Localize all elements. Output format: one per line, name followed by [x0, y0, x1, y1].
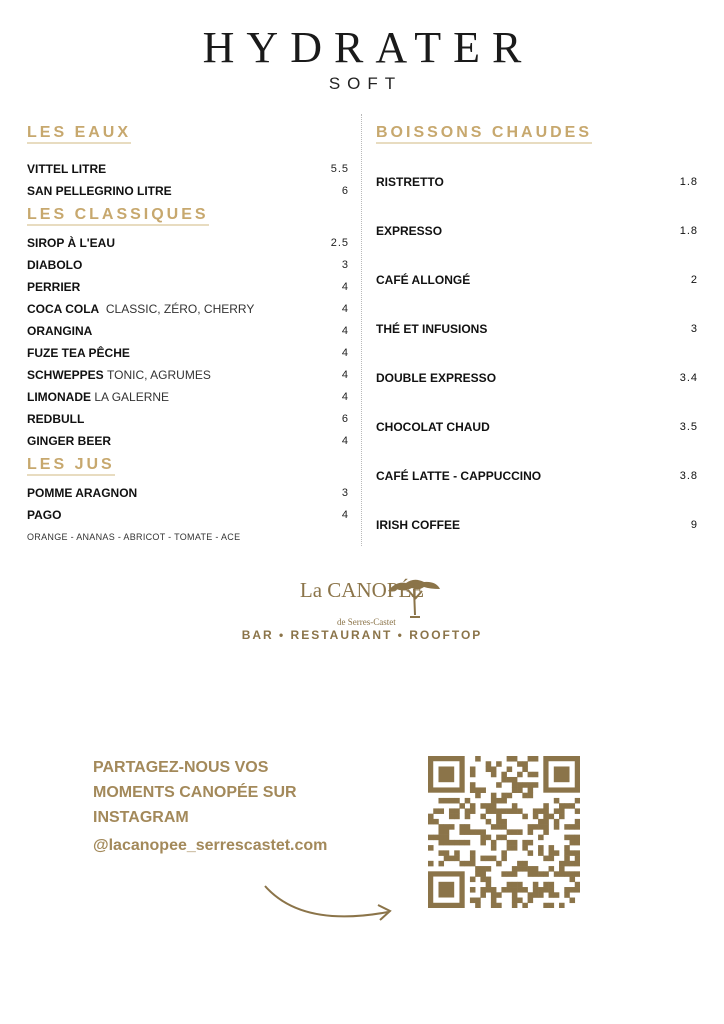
menu-subtitle: SOFT	[328, 74, 403, 93]
item-name: EXPRESSO	[376, 224, 443, 239]
item-name: COCA COLA CLASSIC, ZÉRO, CHERRY	[27, 302, 255, 316]
instagram-callout: PARTAGEZ-NOUS VOS MOMENTS CANOPÉE SUR INSTAGRAM	[93, 759, 297, 826]
menu-row	[27, 386, 349, 408]
juice-flavors-note: ORANGE - ANANAS - ABRICOT - TOMATE - ACE	[27, 532, 241, 542]
menu-row	[27, 364, 349, 386]
item-price: 4	[341, 391, 349, 403]
menu-row	[376, 402, 698, 451]
menu-row	[27, 430, 349, 452]
item-price: 5.5	[330, 163, 349, 175]
item-price: 4	[341, 303, 349, 315]
menu-row	[27, 408, 349, 430]
menu-row	[376, 158, 698, 207]
menu-row	[27, 342, 349, 364]
menu-row	[27, 276, 349, 298]
section-heading-classiques: LES CLASSIQUES	[27, 206, 209, 226]
item-name: IRISH COFFEE	[376, 517, 461, 532]
logo	[0, 578, 724, 603]
menu-row	[27, 232, 349, 254]
menu-row	[27, 504, 349, 526]
item-price: 9	[690, 518, 698, 531]
menu-row	[27, 158, 349, 180]
menu-row	[376, 451, 698, 500]
section-heading-eaux: LES EAUX	[27, 124, 131, 144]
left-column	[27, 124, 349, 542]
instagram-handle[interactable]: @lacanopee_serrescastet.com	[93, 837, 328, 854]
item-options: CLASSIC, ZÉRO, CHERRY	[105, 302, 255, 316]
section-heading-jus: LES JUS	[27, 456, 115, 476]
item-price: 3	[690, 323, 698, 336]
item-name: DOUBLE EXPRESSO	[376, 371, 497, 385]
item-name: CAFÉ LATTE - CAPPUCCINO	[376, 468, 542, 483]
item-price: 6	[341, 185, 349, 197]
item-name: GINGER BEER	[27, 434, 112, 448]
item-name: CHOCOLAT CHAUD	[376, 419, 490, 434]
item-price: 3.5	[679, 420, 698, 433]
item-price: 4	[341, 281, 349, 293]
menu-row	[376, 305, 698, 354]
menu-row	[376, 500, 698, 549]
arrow-icon	[262, 880, 397, 930]
item-name: SCHWEPPES TONIC, AGRUMES	[27, 368, 211, 382]
item-name: SIROP À L'EAU	[27, 236, 115, 250]
logo-location: de Serres-Castet	[337, 617, 396, 627]
qr-code-icon[interactable]	[428, 756, 580, 908]
item-price: 4	[341, 509, 349, 521]
logo-name: La CANOPÉE	[299, 578, 425, 602]
item-price: 3.8	[679, 469, 698, 482]
menu-row	[27, 180, 349, 202]
item-name: THÉ ET INFUSIONS	[376, 322, 488, 337]
menu-row	[376, 256, 698, 305]
item-price: 4	[341, 347, 349, 359]
item-price: 2	[690, 274, 698, 287]
item-name: PERRIER	[27, 280, 81, 294]
item-name: SAN PELLEGRINO LITRE	[27, 184, 172, 198]
item-price: 6	[341, 413, 349, 425]
section-heading-boissons-chaudes: BOISSONS CHAUDES	[376, 124, 592, 144]
menu-row	[27, 320, 349, 342]
item-name: DIABOLO	[27, 258, 83, 272]
item-name: ORANGINA	[27, 324, 93, 338]
item-name: RISTRETTO	[376, 175, 444, 190]
item-options: LA GALERNE	[94, 390, 170, 404]
item-options: TONIC, AGRUMES	[107, 368, 211, 382]
menu-title: HYDRATER	[202, 23, 534, 72]
item-name: VITTEL LITRE	[27, 162, 107, 176]
item-price: 1.8	[679, 225, 698, 238]
item-name: FUZE TEA PÊCHE	[27, 346, 130, 360]
item-price: 4	[341, 369, 349, 381]
item-price: 4	[341, 325, 349, 337]
item-name: CAFÉ ALLONGÉ	[376, 273, 471, 288]
column-divider	[361, 114, 362, 546]
item-price: 3	[341, 259, 349, 271]
item-price: 1.8	[679, 176, 698, 189]
item-name: LIMONADE LA GALERNE	[27, 390, 170, 404]
item-name: PAGO	[27, 508, 62, 522]
menu-row	[27, 482, 349, 504]
item-price: 4	[341, 435, 349, 447]
item-name: POMME ARAGNON	[27, 486, 138, 500]
item-price: 3.4	[679, 372, 698, 384]
item-name: REDBULL	[27, 412, 85, 426]
menu-row	[27, 298, 349, 320]
menu-row	[376, 207, 698, 256]
item-price: 2.5	[330, 237, 349, 249]
item-price: 3	[341, 487, 349, 499]
logo-tagline: BAR • RESTAURANT • ROOFTOP	[241, 628, 483, 642]
menu-row	[376, 354, 698, 403]
menu-row	[27, 254, 349, 276]
right-column	[376, 124, 698, 549]
